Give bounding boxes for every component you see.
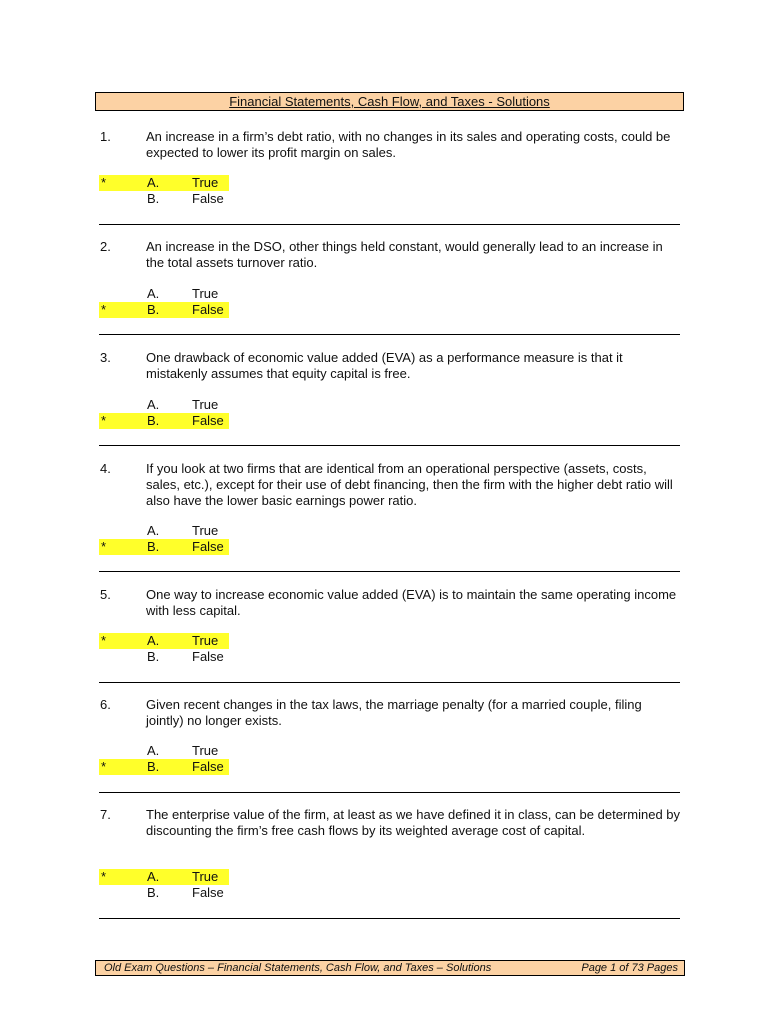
- option-letter: A.: [147, 743, 160, 758]
- correct-marker: *: [101, 539, 107, 554]
- question-divider: [99, 918, 680, 919]
- option-letter: A.: [147, 175, 160, 190]
- question-number: 7.: [100, 807, 111, 822]
- option-text: False: [192, 413, 224, 428]
- question-divider: [99, 224, 680, 225]
- option-letter: B.: [147, 413, 160, 428]
- question-divider: [99, 445, 680, 446]
- question-text: One drawback of economic value added (EVA) as a performance measure is that it mistakenly assumes that equity capital is free.: [146, 350, 623, 381]
- option-text: False: [192, 539, 224, 554]
- option-text: True: [192, 286, 219, 301]
- question-divider: [99, 571, 680, 572]
- option-text: True: [192, 175, 219, 190]
- answer-option-a: [99, 869, 229, 885]
- page-footer: [95, 960, 685, 976]
- option-letter: B.: [147, 759, 160, 774]
- question-text: Given recent changes in the tax laws, the marriage penalty (for a married couple, filing jointly) no longer exists.: [146, 697, 642, 728]
- question-number: 6.: [100, 697, 111, 712]
- question-divider: [99, 334, 680, 335]
- answer-option-b: [99, 885, 229, 901]
- option-text: True: [192, 633, 219, 648]
- answer-option-b: [99, 413, 229, 429]
- answer-option-b: [99, 649, 229, 665]
- option-letter: B.: [147, 539, 160, 554]
- option-letter: B.: [147, 885, 160, 900]
- answer-option-b: [99, 191, 229, 207]
- option-text: True: [192, 397, 219, 412]
- correct-marker: *: [101, 175, 107, 190]
- option-letter: B.: [147, 302, 160, 317]
- page-number: Page 1 of 73 Pages: [581, 962, 678, 974]
- question-divider: [99, 792, 680, 793]
- answer-option-a: [99, 397, 229, 413]
- option-letter: B.: [147, 191, 160, 206]
- option-text: True: [192, 743, 219, 758]
- question-number: 1.: [100, 129, 111, 144]
- correct-marker: *: [101, 633, 107, 648]
- option-text: True: [192, 869, 219, 884]
- option-letter: A.: [147, 869, 160, 884]
- question-number: 2.: [100, 239, 111, 254]
- option-letter: A.: [147, 397, 160, 412]
- answer-option-a: [99, 633, 229, 649]
- question-text: An increase in the DSO, other things held constant, would generally lead to an increase in the total assets turnover ratio.: [146, 239, 663, 270]
- option-letter: A.: [147, 286, 160, 301]
- option-text: True: [192, 523, 219, 538]
- answer-option-a: [99, 743, 229, 759]
- footer-document-title: Old Exam Questions – Financial Statements, Cash Flow, and Taxes – Solutions: [104, 962, 492, 974]
- answer-option-a: [99, 286, 229, 302]
- option-text: False: [192, 759, 224, 774]
- option-text: False: [192, 649, 224, 664]
- document-title: Financial Statements, Cash Flow, and Taxes - Solutions: [229, 94, 550, 109]
- answer-option-a: [99, 175, 229, 191]
- option-text: False: [192, 302, 224, 317]
- correct-marker: *: [101, 759, 107, 774]
- question-number: 4.: [100, 461, 111, 476]
- answer-option-b: [99, 759, 229, 775]
- question-text: An increase in a firm’s debt ratio, with no changes in its sales and operating costs, could be expected to lower its profit margin on sales.: [146, 129, 671, 160]
- option-letter: A.: [147, 523, 160, 538]
- option-letter: A.: [147, 633, 160, 648]
- answer-option-a: [99, 523, 229, 539]
- question-number: 3.: [100, 350, 111, 365]
- question-number: 5.: [100, 587, 111, 602]
- correct-marker: *: [101, 302, 107, 317]
- correct-marker: *: [101, 413, 107, 428]
- question-text: The enterprise value of the firm, at least as we have defined it in class, can be determined by discounting the firm’s free cash flows by its weighted average cost of capital.: [146, 807, 681, 838]
- question-text: If you look at two firms that are identical from an operational perspective (assets, costs, sales, etc.), except for their use of debt financing, then the firm with the higher debt ratio will also have the lower basic earnings power ratio.: [146, 461, 673, 508]
- document-title-bar: [95, 92, 684, 111]
- answer-option-b: [99, 539, 229, 555]
- option-letter: B.: [147, 649, 160, 664]
- option-text: False: [192, 885, 224, 900]
- option-text: False: [192, 191, 224, 206]
- question-text: One way to increase economic value added (EVA) is to maintain the same operating income with less capital.: [146, 587, 677, 618]
- answer-option-b: [99, 302, 229, 318]
- correct-marker: *: [101, 869, 107, 884]
- question-divider: [99, 682, 680, 683]
